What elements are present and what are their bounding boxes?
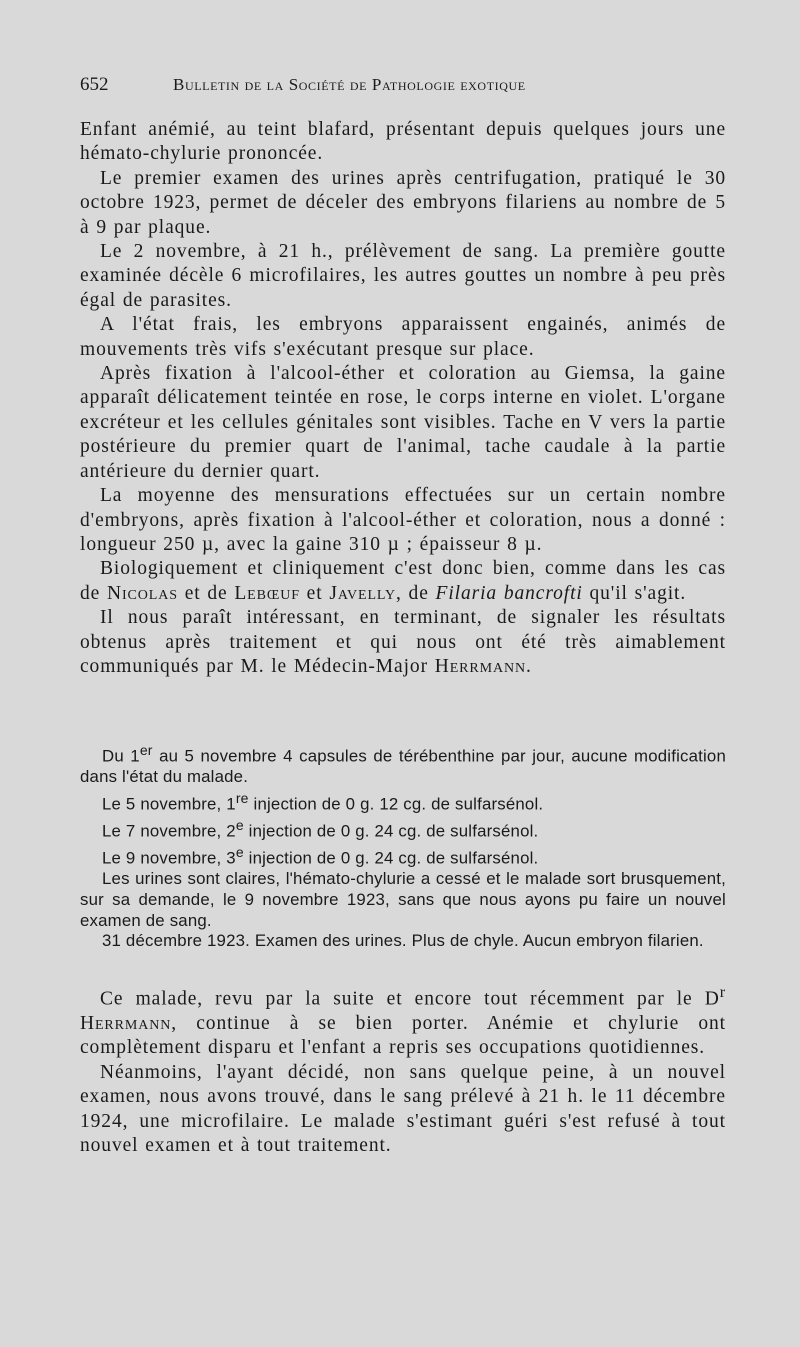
- author-name: Herrmann: [434, 655, 527, 677]
- text-run: Il nous paraît intéressant, en terminant, de signaler les résultats obtenus après traitement et qui nous ont été très aimablement communiqués par M. le Médecin-Major: [80, 607, 726, 677]
- paragraph: Néanmoins, l'ayant décidé, non sans quelque peine, à un nouvel examen, nous avons trouvé, dans le sang prélevé à 21 h. le 11 décembre 1924, une microfilaire. Le malade s'estimant guéri s'est refusé à tout nouvel examen et à tout traitement.: [80, 1061, 726, 1156]
- text-run: , continue à se bien porter. Anémie et chylurie ont complètement disparu et l'enfant a repris ses occupations quotidiennes.: [80, 1012, 726, 1059]
- note-line: Les urines sont claires, l'hémato-chylurie a cessé et le malade sort brusquement, sur sa demande, le 9 novembre 1923, sans que nous ayons pu faire un nouvel examen de sang.: [80, 869, 726, 930]
- paragraph: A l'état frais, les embryons apparaissent engainés, animés de mouvements très vifs s'exécutant presque sur place.: [80, 314, 726, 360]
- text-run: injection de 0 g. 24 cg. de sulfarsénol.: [243, 848, 539, 868]
- note-line: [80, 788, 726, 815]
- treatment-notes: [80, 740, 726, 952]
- note-line: [80, 815, 726, 842]
- paragraph: [80, 557, 726, 606]
- paragraph: [80, 980, 726, 1061]
- superscript: re: [235, 789, 249, 806]
- text-run: Le 7 novembre, 2: [102, 821, 236, 841]
- author-name: Lebœuf: [234, 582, 300, 604]
- paragraph: [80, 606, 726, 679]
- species-name: Filaria bancrofti: [435, 582, 583, 604]
- page-header: [80, 74, 720, 102]
- text-run: et de: [177, 582, 235, 604]
- text-run: .: [526, 655, 532, 677]
- text-run: Biologiquement et cliniquement c'est donc bien, comme dans les cas de: [80, 558, 726, 604]
- text-run: , de: [396, 582, 436, 604]
- note-line: [80, 740, 726, 788]
- text-run: injection de 0 g. 12 cg. de sulfarsénol.: [248, 794, 544, 814]
- superscript: e: [235, 816, 244, 833]
- text-run: qu'il s'agit.: [582, 582, 687, 604]
- main-text: [80, 118, 726, 679]
- text-run: Le 9 novembre, 3: [102, 848, 236, 868]
- running-title: Bulletin de la Société de Pathologie exotique: [173, 75, 526, 94]
- paragraph: Enfant anémié, au teint blafard, présentant depuis quelques jours une hémato-chylurie prononcée.: [80, 119, 726, 165]
- text-run: Du 1: [102, 746, 140, 766]
- superscript: e: [235, 844, 244, 861]
- page-number: 652: [80, 74, 109, 95]
- text-run: et: [299, 582, 330, 604]
- text-run: injection de 0 g. 24 cg. de sulfarsénol.: [243, 821, 539, 841]
- superscript: r: [719, 983, 726, 1001]
- author-name: Nicolas: [106, 582, 178, 604]
- text-run: au 5 novembre 4 capsules de térébenthine par jour, aucune modification dans l'état du malade.: [80, 746, 727, 787]
- superscript: er: [139, 742, 153, 758]
- text-run: Ce malade, revu par la suite et encore tout récemment par le D: [100, 988, 720, 1010]
- closing-text: [80, 980, 726, 1158]
- note-line: [80, 842, 726, 869]
- author-name: Javelly: [329, 582, 396, 604]
- text-run: Le 5 novembre, 1: [102, 794, 236, 814]
- note-line: 31 décembre 1923. Examen des urines. Plus de chyle. Aucun embryon filarien.: [102, 931, 704, 951]
- paragraph: Après fixation à l'alcool-éther et coloration au Giemsa, la gaine apparaît délicatement teintée en rose, le corps interne en violet. L'organe excréteur et les cellules génitales sont visibles. Tache en V vers la partie postérieure du premier quart de l'animal, tache caudale à la partie antérieure du dernier quart.: [80, 363, 726, 482]
- paragraph: Le premier examen des urines après centrifugation, pratiqué le 30 octobre 1923, permet de déceler des embryons filariens au nombre de 5 à 9 par plaque.: [80, 167, 726, 238]
- paragraph: La moyenne des mensurations effectuées sur un certain nombre d'embryons, après fixation à l'alcool-éther et coloration, nous a donné : longueur 250 µ, avec la gaine 310 µ ; épaisseur 8 µ.: [80, 485, 726, 555]
- author-name: Herrmann: [80, 1012, 172, 1034]
- paragraph: Le 2 novembre, à 21 h., prélèvement de sang. La première goutte examinée décèle 6 microfilaires, les autres gouttes un nombre à peu près égal de parasites.: [80, 241, 726, 311]
